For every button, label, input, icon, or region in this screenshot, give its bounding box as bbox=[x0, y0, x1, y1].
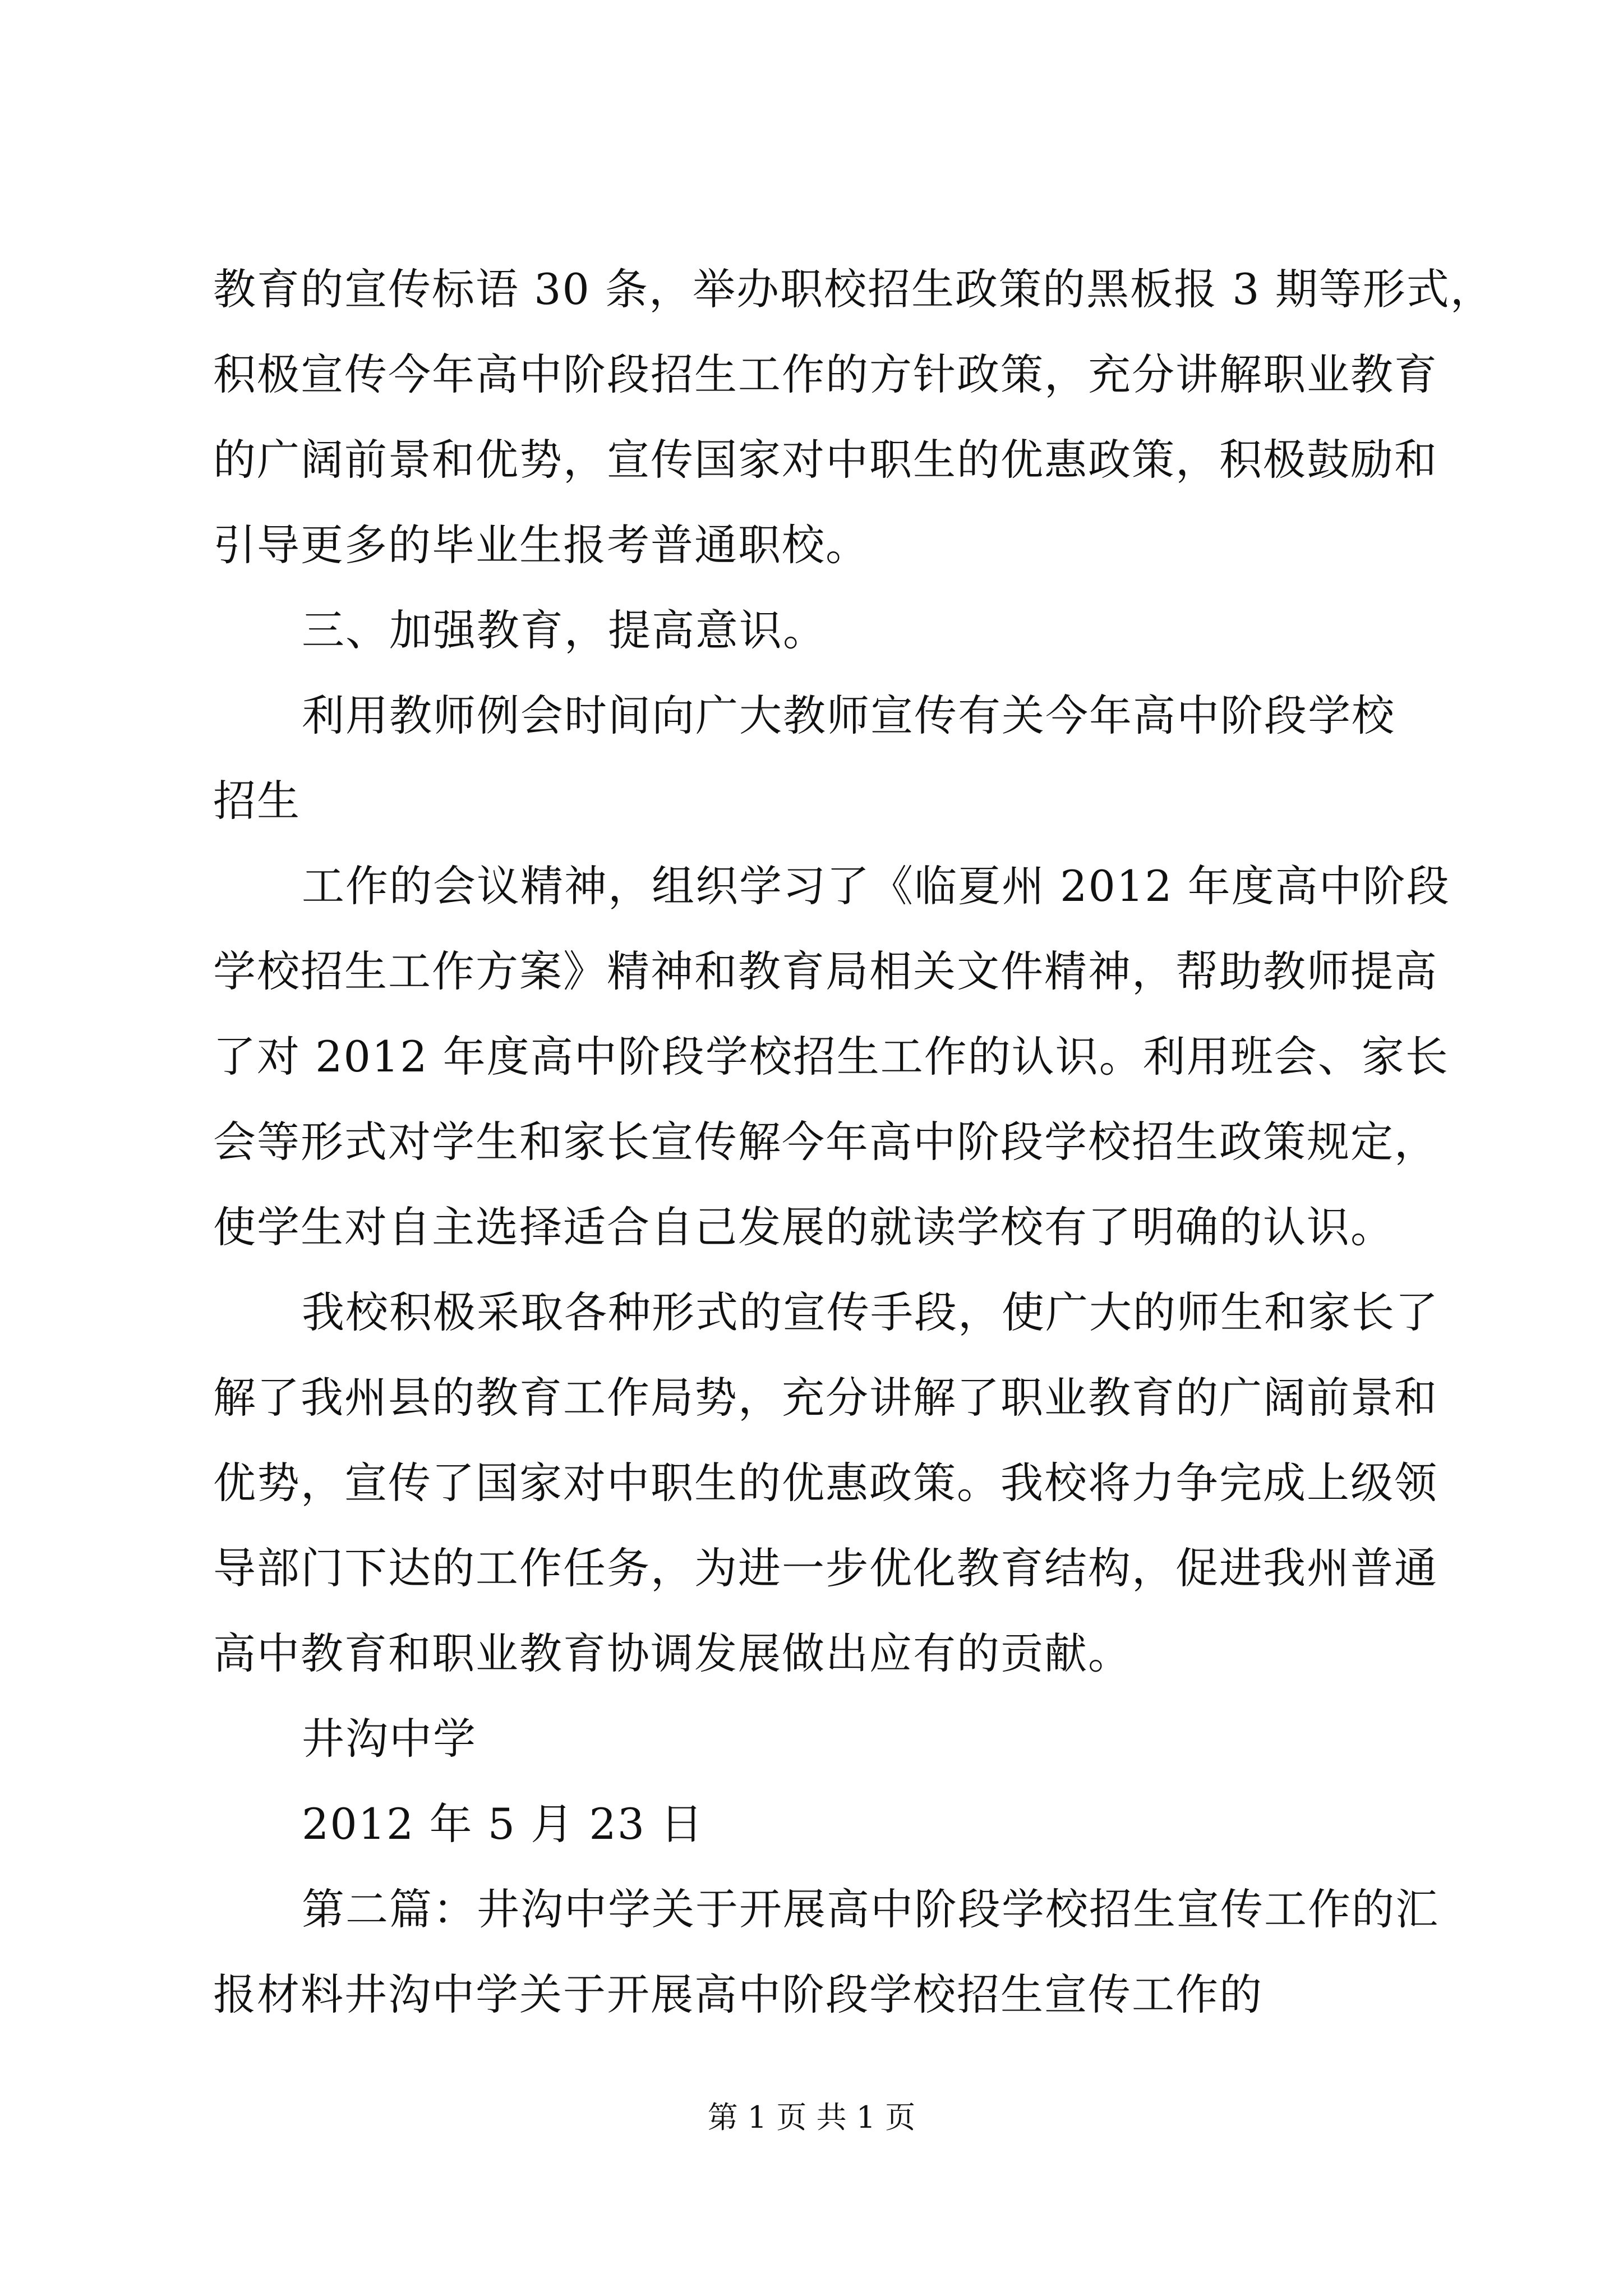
text-line: 了对 2012 年度高中阶段学校招生工作的认识。利用班会、家长 bbox=[213, 1032, 1449, 1082]
text-line: 使学生对自主选择适合自己发展的就读学校有了明确的认识。 bbox=[213, 1202, 1394, 1252]
text-line: 招生 bbox=[213, 776, 301, 826]
text-line: 导部门下达的工作任务，为进一步优化教育结构，促进我州普通 bbox=[213, 1543, 1438, 1593]
text-line: 优势，宣传了国家对中职生的优惠政策。我校将力争完成上级领 bbox=[213, 1458, 1438, 1508]
text-line: 积极宣传今年高中阶段招生工作的方针政策，充分讲解职业教育 bbox=[213, 349, 1438, 399]
document-body bbox=[213, 247, 1494, 2037]
text-line: 我校积极采取各种形式的宣传手段，使广大的师生和家长了 bbox=[302, 1287, 1439, 1337]
text-line: 2012 年 5 月 23 日 bbox=[302, 1799, 704, 1849]
page-footer: 第 1 页 共 1 页 bbox=[707, 2100, 916, 2135]
text-line: 利用教师例会时间向广大教师宣传有关今年高中阶段学校 bbox=[302, 691, 1395, 740]
text-line: 会等形式对学生和家长宣传解今年高中阶段学校招生政策规定， bbox=[213, 1117, 1438, 1167]
text-line: 三、加强教育，提高意识。 bbox=[302, 605, 827, 655]
text-line: 解了我州县的教育工作局势，充分讲解了职业教育的广阔前景和 bbox=[213, 1373, 1438, 1423]
text-line: 学校招生工作方案》精神和教育局相关文件精神，帮助教师提高 bbox=[213, 946, 1438, 996]
text-line: 报材料井沟中学关于开展高中阶段学校招生宣传工作的 bbox=[213, 1970, 1263, 2019]
text-line: 的广阔前景和优势，宣传国家对中职生的优惠政策，积极鼓励和 bbox=[213, 435, 1438, 485]
text-line: 引导更多的毕业生报考普通职校。 bbox=[213, 520, 869, 570]
text-line: 教育的宣传标语 30 条，举办职校招生政策的黑板报 3 期等形式， bbox=[213, 264, 1494, 314]
text-line: 高中教育和职业教育协调发展做出应有的贡献。 bbox=[213, 1628, 1132, 1678]
text-line: 第二篇：井沟中学关于开展高中阶段学校招生宣传工作的汇 bbox=[302, 1884, 1439, 1934]
text-line: 工作的会议精神，组织学习了《临夏州 2012 年度高中阶段 bbox=[302, 861, 1450, 911]
text-line: 井沟中学 bbox=[302, 1714, 477, 1764]
